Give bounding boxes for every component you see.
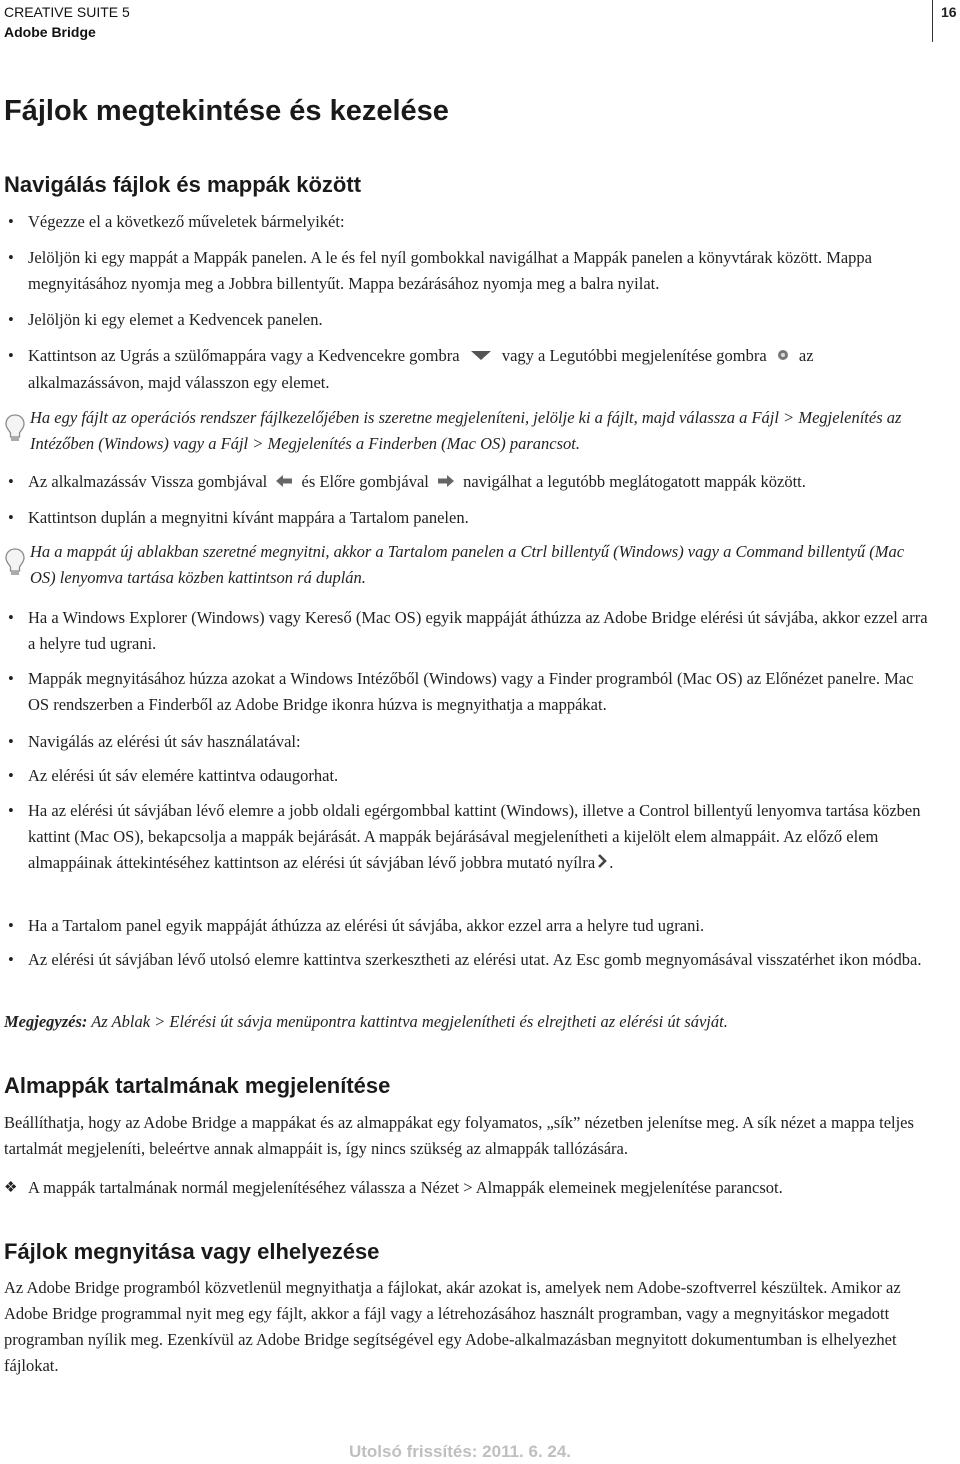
bullet: • (8, 669, 14, 688)
tip-text: Ha egy fájlt az operációs rendszer fájlkezelőjében is szeretne megjeleníteni, jelölje ki a fájlt, majd válassza a Fájl > Megjelenítés az Intézőben (Windows) vagy a Fájl > Megjelenítés a Finderben (Mac OS) parancsot. (30, 408, 902, 453)
list-item-text: Ha az elérési út sávjában lévő elemre a jobb oldali egérgombbal kattint (Windows), illetve a Control billentyű lenyomva tartása közben kattint (Mac OS), bekapcsolja a mappák bejárását. A mappák bejárásával megjelenítheti a kijelölt elem almappáit. Az előző elem almappáinak áttekintéséhez kattintson az elérési út sávjában lévő jobbra mutató nyílra (28, 801, 921, 872)
bullet: • (8, 248, 14, 267)
header-app-name: Adobe Bridge (4, 24, 96, 40)
list-item-text: Az elérési út sáv elemére kattintva odaugorhat. (28, 766, 339, 785)
back-arrow-icon (275, 470, 293, 496)
list-item-text: vagy a Legutóbbi megjelenítése gombra (501, 346, 767, 365)
list-item-text: Kattintson az Ugrás a szülőmappára vagy a Kedvencekre gombra (28, 346, 460, 365)
list-item (4, 763, 932, 789)
list-item-text: . (609, 853, 614, 872)
lightbulb-icon (4, 413, 26, 443)
bullet: • (8, 310, 14, 329)
list-item-text: Kattintson duplán a megnyitni kívánt mappára a Tartalom panelen. (28, 508, 469, 527)
section-heading-navigation: Navigálás fájlok és mappák között (4, 172, 362, 197)
list-item (4, 343, 932, 396)
tip-paragraph (4, 405, 932, 457)
list-item (4, 729, 932, 755)
note-text: Az Ablak > Elérési út sávja menüpontra kattintva megjelenítheti és elrejtheti az elérési út sávját. (91, 1012, 728, 1031)
list-item (4, 245, 932, 297)
bullet: • (8, 950, 14, 969)
lightbulb-icon (4, 547, 26, 577)
tip-paragraph (4, 539, 932, 591)
note-paragraph (4, 1009, 932, 1035)
step-marker-icon: ❖ (4, 1180, 18, 1196)
step-item (4, 1175, 932, 1201)
list-item (4, 947, 932, 973)
bullet: • (8, 766, 14, 785)
list-item-text: navigálhat a legutóbb meglátogatott mappák között. (463, 472, 806, 491)
list-item-text: Végezze el a következő műveletek bármelyikét: (28, 212, 345, 231)
bullet: • (8, 508, 14, 527)
right-pointing-arrow-icon (597, 851, 607, 877)
list-item-text: Ha a Tartalom panel egyik mappáját áthúzza az elérési út sávjába, akkor ezzel arra a helyre tud ugrani. (28, 916, 705, 935)
list-item (4, 913, 932, 939)
bullet: • (8, 346, 14, 365)
list-item-text: Mappák megnyitásához húzza azokat a Windows Intézőből (Windows) vagy a Finder programból (Mac OS) az Előnézet panelre. Mac OS rendszerben a Finderből az Adobe Bridge ikonra húzva is megnyithatja a mappákat. (28, 669, 914, 714)
list-item (4, 605, 932, 657)
list-item-text: Jelöljön ki egy elemet a Kedvencek panelen. (28, 310, 323, 329)
step-text: A mappák tartalmának normál megjelenítéséhez válassza a Nézet > Almappák elemeinek megjelenítése parancsot. (28, 1178, 783, 1197)
favorites-dropdown-icon (468, 344, 494, 370)
forward-arrow-icon (437, 470, 455, 496)
list-item-text: és Előre gombjával (301, 472, 429, 491)
list-item-text: Jelöljön ki egy mappát a Mappák panelen. A le és fel nyíl gombokkal navigálhat a Mappák panelen a könyvtárak között. Mappa megnyitásához nyomja meg a Jobbra billentyűt. Mappa bezárásához nyomja meg a balra nyilat. (28, 248, 873, 293)
list-item-text: Az elérési út sávjában lévő utolsó elemre kattintva szerkesztheti az elérési utat. Az Esc gomb megnyomásával visszatérhet ikon módba. (28, 950, 922, 969)
header-suite: CREATIVE SUITE 5 (4, 4, 130, 20)
section-heading-subfolders: Almappák tartalmának megjelenítése (4, 1073, 391, 1098)
body-paragraph: Beállíthatja, hogy az Adobe Bridge a mappákat és az almappákat egy folyamatos, „sík” nézetben jelenítse meg. A sík nézet a mappa teljes tartalmát megjeleníti, beleértve annak almappáit is, így nincs szükség az almappák tallózására. (4, 1113, 914, 1158)
body-paragraph: Az Adobe Bridge programból közvetlenül megnyithatja a fájlokat, akár azokat is, amelyek nem Adobe-szoftverrel készültek. Amikor az Adobe Bridge programmal nyit meg egy fájlt, akkor a fájl vagy a létrehozásához használt programban, vagy a megnyitáskor megadott programban nyílik meg. Ezenkívül az Adobe Bridge segítségével egy Adobe-alkalmazásban megnyitott dokumentumban is elhelyezhet fájlokat. (4, 1278, 901, 1375)
bullet: • (8, 916, 14, 935)
header-divider (932, 0, 933, 42)
bullet: • (8, 608, 14, 627)
list-item-text: Navigálás az elérési út sáv használatával: (28, 732, 301, 751)
list-item (4, 666, 932, 718)
list-item-text: Ha a Windows Explorer (Windows) vagy Kereső (Mac OS) egyik mappáját áthúzza az Adobe Bridge elérési út sávjába, akkor ezzel arra a helyre tud ugrani. (28, 608, 928, 653)
list-item (4, 209, 932, 235)
list-item (4, 307, 932, 333)
tip-text: Ha a mappát új ablakban szeretné megnyitni, akkor a Tartalom panelen a Ctrl billentyű (Windows) vagy a Command billentyű (Mac OS) lenyomva tartása közben kattintson rá duplán. (30, 542, 905, 587)
bullet: • (8, 472, 14, 491)
list-item-text: Az alkalmazássáv Vissza gombjával (28, 472, 268, 491)
bullet: • (8, 212, 14, 231)
recent-files-icon (775, 344, 791, 370)
page-title: Fájlok megtekintése és kezelése (4, 95, 449, 127)
section-heading-open-files: Fájlok megnyitása vagy elhelyezése (4, 1239, 380, 1264)
list-item-text: az alkalmazássávon, majd válasszon egy elemet. (28, 346, 814, 393)
list-item (4, 469, 932, 496)
bullet: • (8, 801, 14, 820)
footer-last-updated: Utolsó frissítés: 2011. 6. 24. (348, 1442, 572, 1461)
list-item (4, 798, 932, 877)
note-label: Megjegyzés: (4, 1012, 88, 1031)
bullet: • (8, 732, 14, 751)
page-number: 16 (941, 4, 957, 20)
list-item (4, 505, 932, 531)
